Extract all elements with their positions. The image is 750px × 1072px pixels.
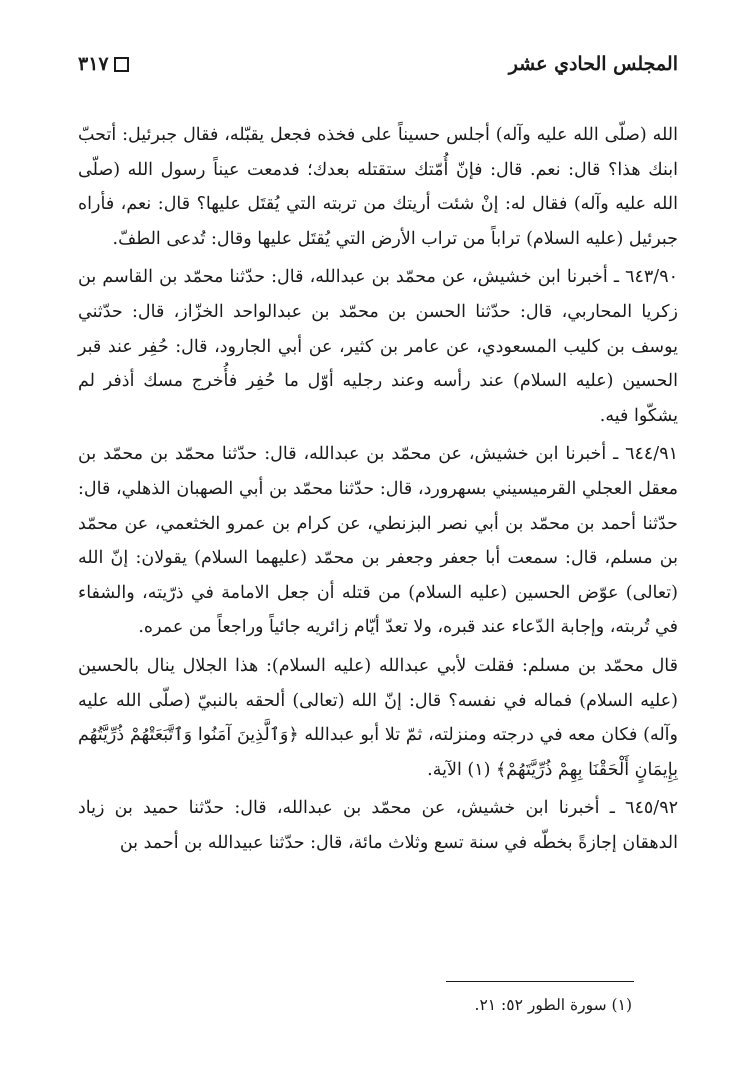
paragraph: ٦٤٥/٩٢ ـ أخبرنا ابن خشيش، عن محمّد بن عبدالله، قال: حدّثنا حميد بن زياد الدهقان إجازةً بخطّه في سنة تسع وثلاث مائة، قال: حدّثنا عبيدالله بن أحمد بن: [78, 798, 678, 853]
chapter-title: المجلس الحادي عشر: [508, 53, 678, 75]
square-ornament-icon: [114, 57, 129, 72]
paragraph: ٦٤٣/٩٠ ـ أخبرنا ابن خشيش، عن محمّد بن عبدالله، قال: حدّثنا محمّد بن القاسم بن زكريا المحاربي، قال: حدّثنا الحسن بن محمّد بن عبدالواحد الخزّاز، قال: حدّثني يوسف بن كليب المسعودي، عن عامر بن كثير، عن أبي الجارود، قال: حُفِر عند قبر الحسين (عليه السلام) عند رأسه وعند رجليه أوّل ما حُفِر فأُخرج مسك أذفر لم يشكّوا فيه.: [78, 267, 678, 426]
page-number: [78, 53, 129, 75]
paragraph: ٦٤٤/٩١ ـ أخبرنا ابن خشيش، عن محمّد بن عبدالله، قال: حدّثنا محمّد بن محمّد بن معقل العجلي القرميسيني بسهرورد، قال: حدّثنا محمّد بن أبي الصهبان الذهلي، قال: حدّثنا أحمد بن محمّد بن أبي نصر البزنطي، عن كرام بن عمرو الخثعمي، عن محمّد بن مسلم، قال: سمعت أبا جعفر وجعفر بن محمّد (عليهما السلام) يقولان: إنّ الله (تعالى) عوّض الحسين (عليه السلام) من قتله أن جعل الامامة في ذرّيته، والشفاء في تُربته، وإجابة الدّعاء عند قبره، ولا تعدّ أيّام زائريه جائياً وراجعاً من عمره.: [78, 444, 678, 638]
page-header: [78, 44, 678, 84]
page-number-text: ٣١٧: [78, 53, 109, 75]
footnote-divider: [446, 981, 634, 982]
body-text: [78, 118, 678, 860]
paragraph: قال محمّد بن مسلم: فقلت لأبي عبدالله (عليه السلام): هذا الجلال ينال بالحسين (عليه السلام) فماله في نفسه؟ قال: إنّ الله (تعالى) ألحقه بالنبيّ (صلّى الله عليه وآله) فكان معه في درجته ومنزلته، ثمّ تلا أبو عبدالله ﴿وَٱلَّذِينَ آمَنُوا وَٱتَّبَعَتْهُمْ ذُرِّيَّتُهُم بِإِيمَانٍ أَلْحَقْنَا بِهِمْ ذُرِّيَّتَهُمْ﴾ (١) الآية.: [78, 655, 678, 780]
footnote: (١) سورة الطور ٥٢: ٢١.: [474, 996, 632, 1014]
paragraph: الله (صلّى الله عليه وآله) أجلس حسيناً على فخذه فجعل يقبّله، فقال جبرئيل: أتحبّ ابنك هذا؟ قال: نعم. قال: فإنّ أُمّتك ستقتله بعدك؛ فدمعت عيناً رسول الله (صلّى الله عليه وآله) فقال له: إنْ شئت أريتك من تربته التي يُقتَل عليها؟ قال: نعم، فأراه جبرئيل (عليه السلام) تراباً من تراب الأرض التي يُقتَل عليها وقال: تُدعى الطفّ.: [78, 125, 678, 249]
